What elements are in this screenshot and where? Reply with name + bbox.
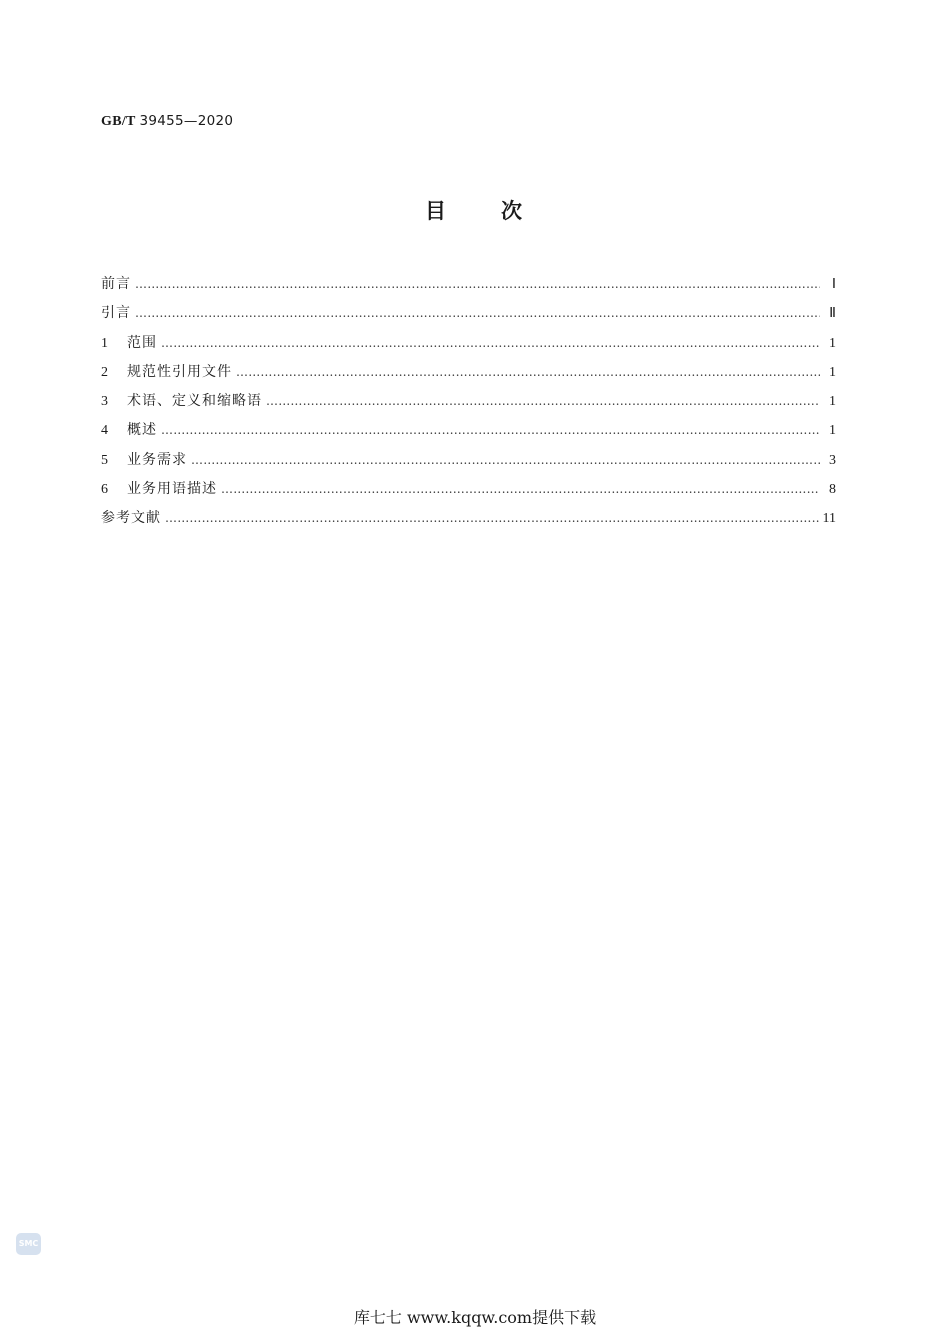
toc-leader-dots	[165, 511, 819, 525]
toc-page-number: 1	[829, 394, 836, 410]
toc-page-number: 3	[829, 452, 836, 468]
toc-section-number: 6	[101, 482, 108, 498]
toc-page-number: 1	[829, 423, 836, 439]
toc-entry-normative-references[interactable]	[101, 361, 836, 390]
standard-prefix: GB/T	[101, 114, 136, 129]
watermark-logo: SMC	[16, 1233, 41, 1255]
toc-entry-foreword[interactable]	[101, 273, 836, 302]
toc-leader-dots	[191, 453, 820, 467]
toc-entry-introduction[interactable]	[101, 302, 836, 331]
toc-entry-business-terms[interactable]	[101, 478, 836, 507]
toc-entry-scope[interactable]	[101, 332, 836, 361]
toc-page-number: 11	[822, 511, 836, 527]
toc-label: 概述	[127, 422, 157, 439]
toc-page-number: 1	[829, 335, 836, 351]
standard-code	[101, 113, 233, 130]
toc-label: 规范性引用文件	[127, 363, 232, 380]
toc-label: 引言	[101, 305, 131, 322]
toc-label: 术语、定义和缩略语	[127, 393, 262, 410]
toc-label: 业务需求	[127, 451, 187, 468]
toc-section-number: 4	[101, 423, 108, 439]
toc-section-number: 2	[101, 364, 108, 380]
title-char-1: 目	[425, 199, 449, 223]
table-of-contents	[101, 273, 836, 537]
toc-entry-business-requirements[interactable]	[101, 449, 836, 478]
toc-section-number: 3	[101, 394, 108, 410]
toc-leader-dots	[135, 306, 820, 320]
toc-entry-bibliography[interactable]	[101, 507, 836, 536]
toc-leader-dots	[135, 277, 820, 291]
standard-number: 39455—2020	[139, 113, 234, 129]
page-title	[0, 195, 950, 225]
toc-entry-overview[interactable]	[101, 419, 836, 448]
toc-page-number: 1	[829, 364, 836, 380]
toc-page-number: 8	[829, 482, 836, 498]
toc-entry-terms-definitions[interactable]	[101, 390, 836, 419]
toc-leader-dots	[161, 336, 820, 350]
toc-label: 前言	[101, 276, 131, 292]
toc-label: 参考文献	[101, 510, 161, 527]
toc-section-number: 5	[101, 452, 108, 468]
toc-leader-dots	[266, 394, 820, 408]
toc-section-number: 1	[101, 335, 108, 351]
footer-download-notice: 库七七 www.kqqw.com提供下载	[353, 1308, 597, 1327]
title-char-2: 次	[501, 199, 525, 223]
toc-page-number: Ⅰ	[831, 277, 836, 292]
toc-label: 业务用语描述	[127, 481, 217, 498]
toc-label: 范围	[127, 334, 157, 351]
toc-page-number: Ⅱ	[829, 306, 836, 322]
toc-leader-dots	[161, 423, 820, 437]
toc-leader-dots	[236, 365, 820, 379]
toc-leader-dots	[221, 482, 820, 496]
